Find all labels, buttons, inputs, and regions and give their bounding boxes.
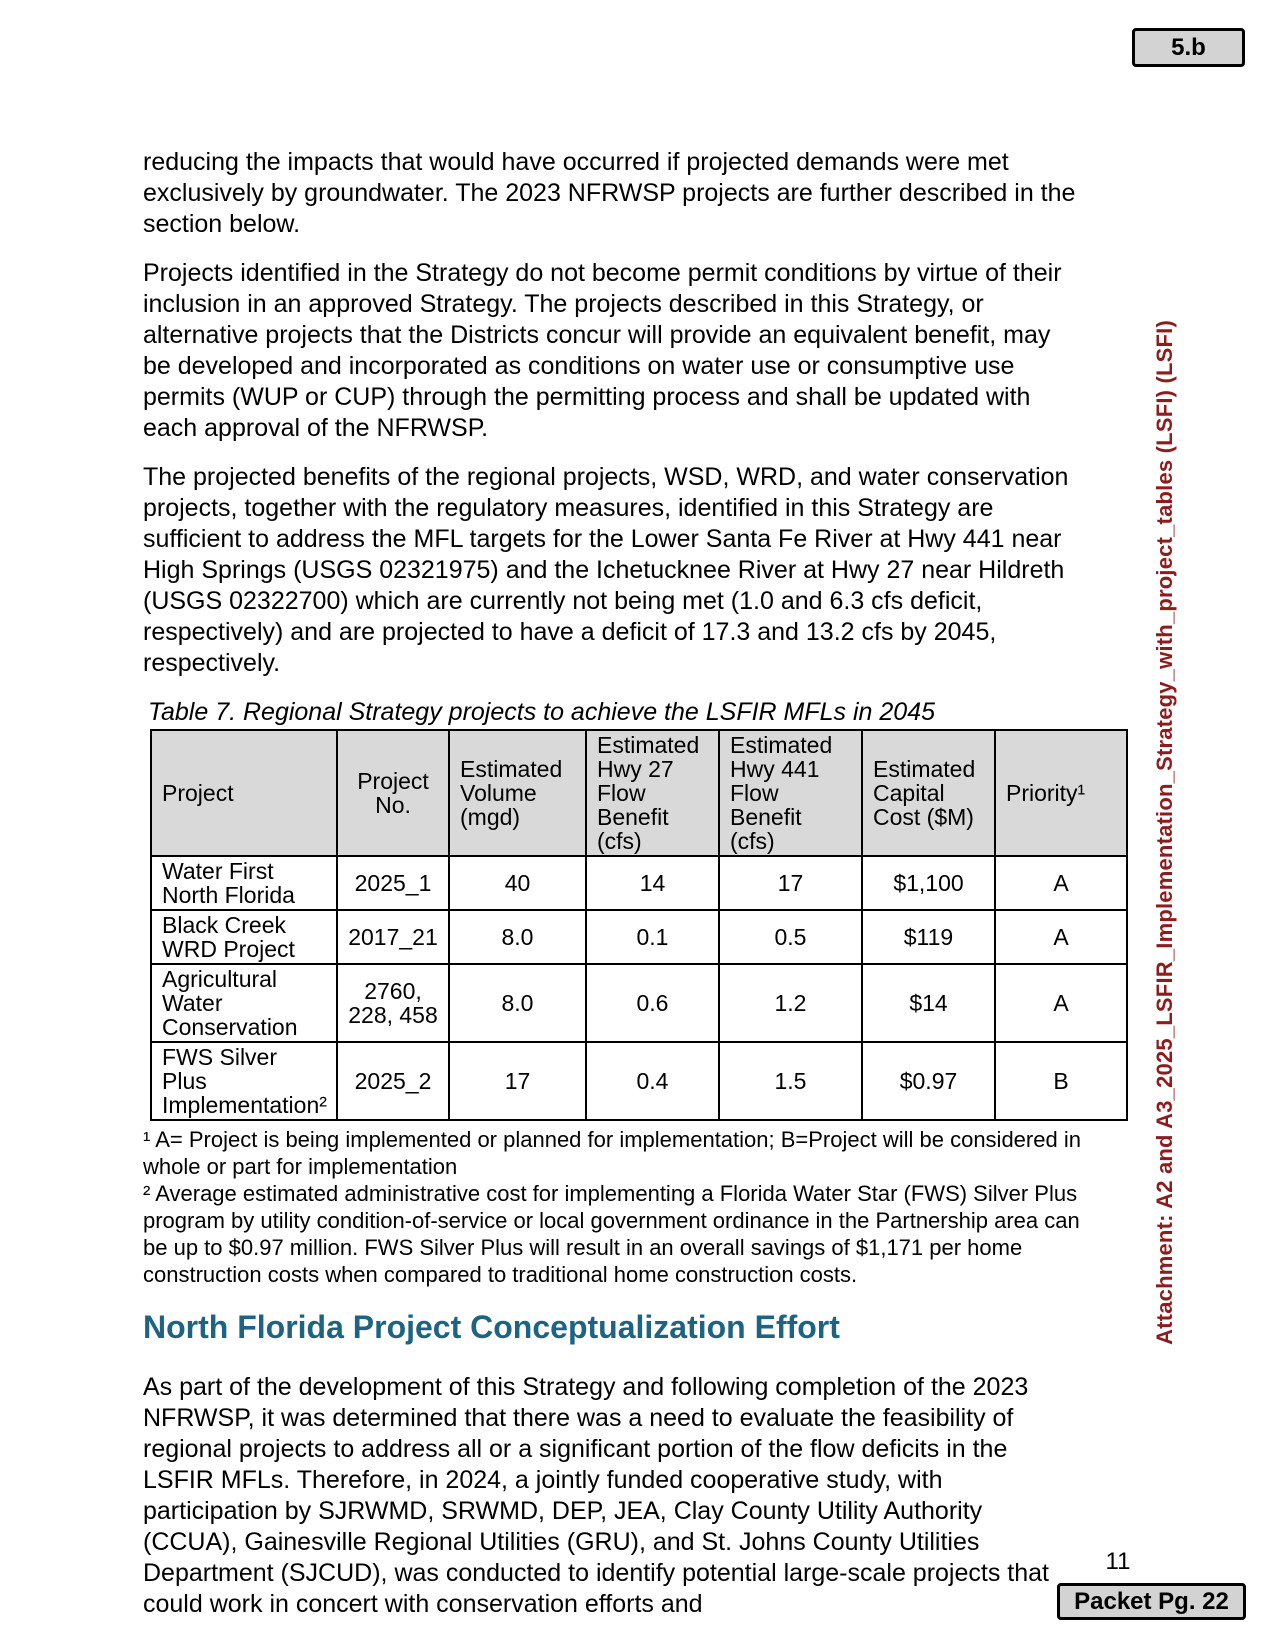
cell-hwy441: 1.5 [719,1042,862,1120]
cell-priority: A [995,964,1127,1042]
agenda-item-tag [1132,28,1245,67]
regional-strategy-projects-table [150,729,1128,1121]
cell-priority: A [995,856,1127,910]
page-number: 11 [1105,1548,1131,1575]
cell-cost: $1,100 [862,856,995,910]
footnote-1: ¹ A= Project is being implemented or planned for implementation; B=Project will be considered in whole or part for implementation [143,1127,1081,1179]
attachment-sidebar-text: Attachment: A2 and A3_2025_LSFIR_Implementation_Strategy_with_project_tables (LSFI) (LSFI) [1152,320,1177,1345]
table-row [151,856,1127,910]
paragraph: Projects identified in the Strategy do not become permit conditions by virtue of their inclusion in an approved Strategy. The projects described in this Strategy, or alternative projects that the Districts concur will provide an equivalent benefit, may be developed and incorporated as conditions on water use or consumptive use permits (WUP or CUP) through the permitting process and shall be updated with each approval of the NFRWSP. [143,259,1062,442]
cell-hwy27: 0.6 [586,964,719,1042]
cell-project: Black Creek WRD Project [151,910,337,964]
packet-page-label: Packet Pg. 22 [1074,1587,1229,1615]
cell-cost: $0.97 [862,1042,995,1120]
paragraph: As part of the development of this Strategy and following completion of the 2023 NFRWSP, it was determined that there was a need to evaluate the feasibility of regional projects to address all or a significant portion of the flow deficits in the LSFIR MFLs. Therefore, in 2024, a jointly funded cooperative study, with participation by SJRWMD, SRWMD, DEP, JEA, Clay County Utility Authority (CCUA), Gainesville Regional Utilities (GRU), and St. Johns County Utilities Department (SJCUD), was conducted to identify potential large-scale projects that could work in concert with conservation efforts and [143,1373,1049,1618]
cell-project-no: 2025_1 [337,856,449,910]
cell-hwy27: 14 [586,856,719,910]
cell-volume: 17 [449,1042,586,1120]
cell-project-no: 2025_2 [337,1042,449,1120]
paragraph: The projected benefits of the regional projects, WSD, WRD, and water conservation projects, together with the regulatory measures, identified in this Strategy are sufficient to address the MFL targets for the Lower Santa Fe River at Hwy 441 near High Springs (USGS 02321975) and the Ichetucknee River at Hwy 27 near Hildreth (USGS 02322700) which are currently not being met (1.0 and 6.3 cfs deficit, respectively) and are projected to have a deficit of 17.3 and 13.2 cfs by 2045, respectively. [143,463,1069,677]
cell-priority: B [995,1042,1127,1120]
cell-hwy441: 0.5 [719,910,862,964]
cell-cost: $14 [862,964,995,1042]
cell-project: Agricultural Water Conservation [151,964,337,1042]
section-heading: North Florida Project Conceptualization Effort [143,1309,840,1345]
cell-volume: 40 [449,856,586,910]
cell-volume: 8.0 [449,964,586,1042]
column-header-estimated-volume: Estimated Volume (mgd) [449,730,586,856]
cell-hwy441: 1.2 [719,964,862,1042]
agenda-item-label: 5.b [1171,33,1206,61]
column-header-hwy441-benefit: Estimated Hwy 441 Flow Benefit (cfs) [719,730,862,856]
cell-priority: A [995,910,1127,964]
table-footnotes [143,1126,1083,1288]
column-header-priority: Priority¹ [995,730,1127,856]
column-header-hwy27-benefit: Estimated Hwy 27 Flow Benefit (cfs) [586,730,719,856]
cell-project-no: 2017_21 [337,910,449,964]
paragraph: reducing the impacts that would have occurred if projected demands were met exclusively by groundwater. The 2023 NFRWSP projects are further described in the section below. [143,148,1076,238]
column-header-capital-cost: Estimated Capital Cost ($M) [862,730,995,856]
cell-hwy441: 17 [719,856,862,910]
cell-project: Water First North Florida [151,856,337,910]
cell-hwy27: 0.1 [586,910,719,964]
cell-project: FWS Silver Plus Implementation² [151,1042,337,1120]
table-header-row [151,730,1127,856]
table-row [151,910,1127,964]
footnote-2: ² Average estimated administrative cost for implementing a Florida Water Star (FWS) Silver Plus program by utility condition-of-service or local government ordinance in the Partnership area can be up to $0.97 million. FWS Silver Plus will result in an overall savings of $1,171 per home construction costs when compared to traditional home construction costs. [143,1181,1080,1287]
cell-hwy27: 0.4 [586,1042,719,1120]
cell-cost: $119 [862,910,995,964]
table-caption: Table 7. Regional Strategy projects to achieve the LSFIR MFLs in 2045 [148,698,936,726]
column-header-project: Project [151,730,337,856]
table-row [151,1042,1127,1120]
table-row [151,964,1127,1042]
cell-project-no: 2760, 228, 458 [337,964,449,1042]
packet-page-tag [1057,1583,1246,1620]
cell-volume: 8.0 [449,910,586,964]
column-header-project-no: Project No. [337,730,449,856]
document-body [143,147,1086,1638]
